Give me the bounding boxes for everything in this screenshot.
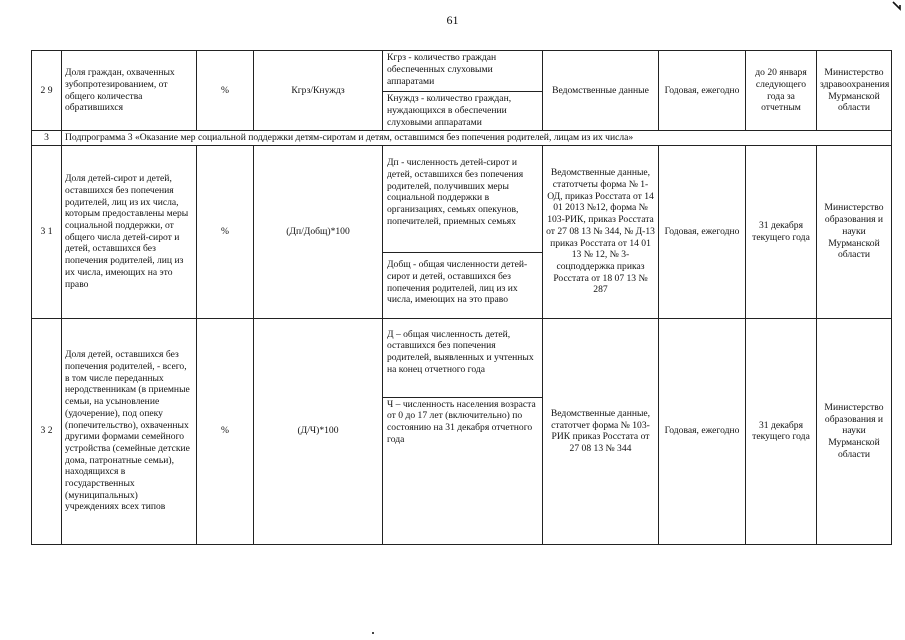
table-row-subprogram-3 [32, 131, 892, 146]
row-number: 3 [32, 131, 62, 146]
definition-2: Добщ - общая численности детей-сирот и детей, оставшихся без попечения родителей, лиц из их числа, имеющих на это право [383, 252, 542, 307]
formula-cell: (Дп/Добщ)*100 [254, 145, 383, 318]
responsible-body: Министерство здравоохранения Мурманской области [817, 51, 892, 131]
periodicity: Годовая, ежегодно [659, 145, 746, 318]
deadline: до 20 января следующего года за отчетным [746, 51, 817, 131]
definition-1: Дп - численность детей-сирот и детей, оставшихся без попечения родителей, получивших меры социальной поддержки в организациях, семьях опекунов, попечителей, приемных семьях [387, 157, 524, 227]
definition-2: Ч – численность населения возраста от 0 до 17 лет (включительно) по состоянию на 31 декабря отчетного года [383, 397, 542, 447]
data-source: Ведомственные данные, статотчеты форма № 1-ОД, приказ Росстата от 14 01 2013 №12, форма № 103-РИК, приказ Росстата от 27 08 13 № 344, № Д-13 приказ Росстата от 14 01 13 № 12, № 3-соцподдержка приказ Росстата от 18 07 13 № 287 [543, 145, 659, 318]
definitions-cell [383, 51, 543, 131]
responsible-body: Министерство образования и науки Мурманской области [817, 318, 892, 544]
data-source: Ведомственные данные, статотчет форма № 103-РИК приказ Росстата от 27 08 13 № 344 [543, 318, 659, 544]
definition-1: Д – общая численность детей, оставшихся без попечения родителей, выявленных и учтенных на конец отчетного года [387, 328, 534, 375]
deadline: 31 декабря текущего года [746, 318, 817, 544]
page-number: 61 [446, 13, 459, 27]
table-row-2-9 [32, 51, 892, 131]
responsible-body: Министерство образования и науки Мурманской области [817, 145, 892, 318]
periodicity: Годовая, ежегодно [659, 318, 746, 544]
indicators-table [31, 50, 892, 545]
definitions-cell [383, 318, 543, 544]
indicator-name: Доля детей-сирот и детей, оставшихся без попечения родителей, лиц из их числа, которым предоставлены меры социальной поддержки, от общего числа детей-сирот и детей, оставшихся без попечения родителей, лиц из их числа, имеющих на это право [62, 145, 197, 318]
scan-speck [372, 632, 374, 634]
formula-cell: Кгрз/Кнуждз [254, 51, 383, 131]
corner-fold-mark [891, 0, 903, 12]
unit-cell: % [197, 318, 254, 544]
formula-cell: (Д/Ч)*100 [254, 318, 383, 544]
definitions-cell [383, 145, 543, 318]
table-row-3-1 [32, 145, 892, 318]
periodicity: Годовая, ежегодно [659, 51, 746, 131]
unit-cell: % [197, 51, 254, 131]
indicator-name: Доля граждан, охваченных зубопротезированием, от общего количества обратившихся [62, 51, 197, 131]
deadline: 31 декабря текущего года [746, 145, 817, 318]
unit-cell: % [197, 145, 254, 318]
indicator-name: Доля детей, оставшихся без попечения родителей, - всего, в том числе переданных неродственникам (в приемные семьи, на усыновление (удочерение), под опеку (попечительство), охваченных другими формами семейного устройства (семейные детские дома, патронатные семьи), находящихся в государственных (муниципальных) учреждениях всех типов [62, 318, 197, 544]
definition-1: Кгрз - количество граждан обеспеченных слуховыми аппаратами [387, 52, 497, 87]
row-number: 2 9 [32, 51, 62, 131]
row-number: 3 2 [32, 318, 62, 544]
definition-2: Кнуждз - количество граждан, нуждающихся в обеспечении слуховыми аппаратами [383, 91, 542, 129]
table-row-3-2 [32, 318, 892, 544]
subprogram-title: Подпрограмма 3 «Оказание мер социальной поддержки детям-сиротам и детям, оставшимся без попечения родителей, лицам из их числа» [62, 131, 892, 146]
data-source: Ведомственные данные [543, 51, 659, 131]
row-number: 3 1 [32, 145, 62, 318]
